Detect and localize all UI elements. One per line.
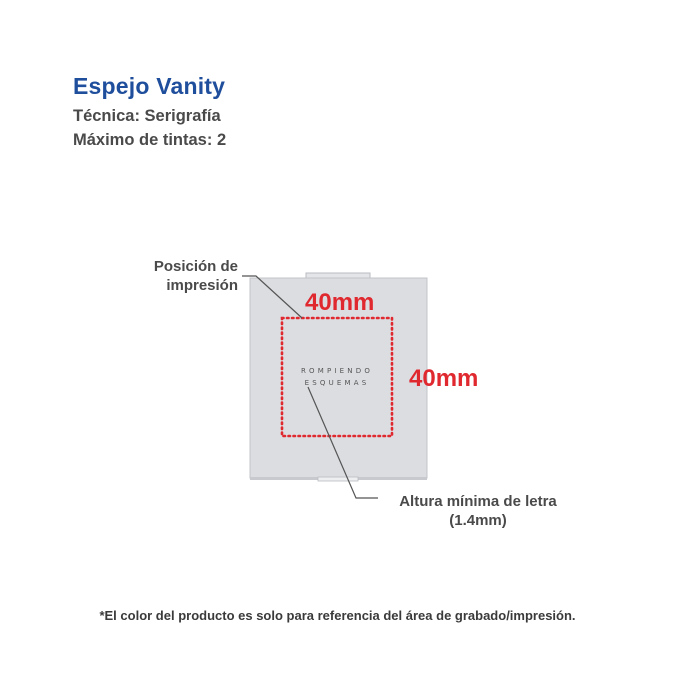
mirror-clasp-bottom [318, 477, 358, 481]
min-letter-label-line2: (1.4mm) [449, 512, 507, 529]
position-label-line1: Posición de [153, 258, 238, 275]
sample-logo-line2: ESQUEMAS [304, 379, 370, 387]
position-label-line2: impresión [166, 277, 238, 294]
height-dimension: 40mm [409, 365, 479, 392]
width-dimension: 40mm [305, 289, 375, 316]
min-letter-label [370, 492, 586, 530]
max-inks-text: Máximo de tintas: 2 [73, 131, 227, 149]
product-title: Espejo Vanity [73, 73, 226, 99]
sample-logo-line1: ROMPIENDO [300, 367, 374, 375]
min-letter-label-line1: Altura mínima de letra [399, 493, 557, 510]
position-label [120, 257, 238, 295]
footnote: *El color del producto es solo para referencia del área de grabado/impresión. [99, 608, 576, 623]
technique-text: Técnica: Serigrafía [73, 107, 221, 125]
